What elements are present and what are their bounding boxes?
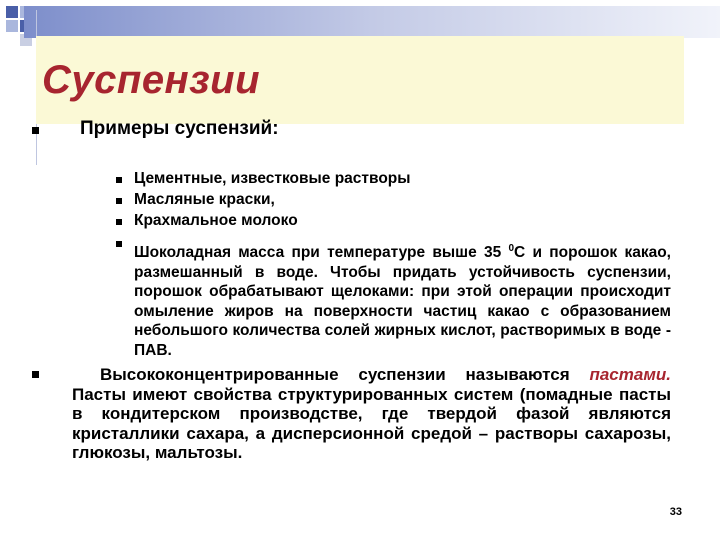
- header-gradient-bar: [24, 6, 720, 38]
- bullet-icon: [116, 219, 122, 225]
- level1-text: Примеры суспензий:: [80, 118, 279, 139]
- decor-square: [6, 6, 18, 18]
- bullet-icon: [116, 198, 122, 204]
- sub-item-4-rest: С и порошок какао, размешанный в воде. Чтобы придать устойчивость суспензии, порошок обрабатывают щелоками: при этой операции происходит омыление жиров на поверхности частиц какао с образованием небольшого количества солей жирных кислот, растворимых в воде - ПАВ.: [134, 244, 671, 359]
- slide-title: Суспензии: [42, 58, 260, 102]
- bullet-icon: [116, 177, 122, 183]
- bullet-icon: [32, 371, 39, 378]
- para-rest: Пасты имеют свойства структурированных систем (помадные пасты в кондитерском производстве, где твердой фазой являются кристаллики сахара, а дисперсионной средой – растворы сахарозы, глюкозы, мальтозы.: [72, 384, 671, 463]
- bullet-icon: [32, 127, 39, 134]
- para-italic: пастами.: [589, 365, 671, 384]
- para-start: Высококонцентрированные суспензии называются: [100, 365, 590, 384]
- decor-square: [6, 20, 18, 32]
- main-paragraph: [72, 365, 671, 463]
- sub-item-4-sup: 0: [508, 243, 515, 254]
- bullet-icon: [116, 241, 122, 247]
- sub-item-4-start: Шоколадная масса при температуре выше 35: [134, 244, 509, 262]
- sub-item-2: Масляные краски,: [134, 191, 275, 208]
- page-number: 33: [669, 506, 682, 518]
- sub-item-3: Крахмальное молоко: [134, 212, 298, 229]
- sub-item-4: [134, 239, 671, 360]
- sub-item-1: Цементные, известковые растворы: [134, 170, 411, 187]
